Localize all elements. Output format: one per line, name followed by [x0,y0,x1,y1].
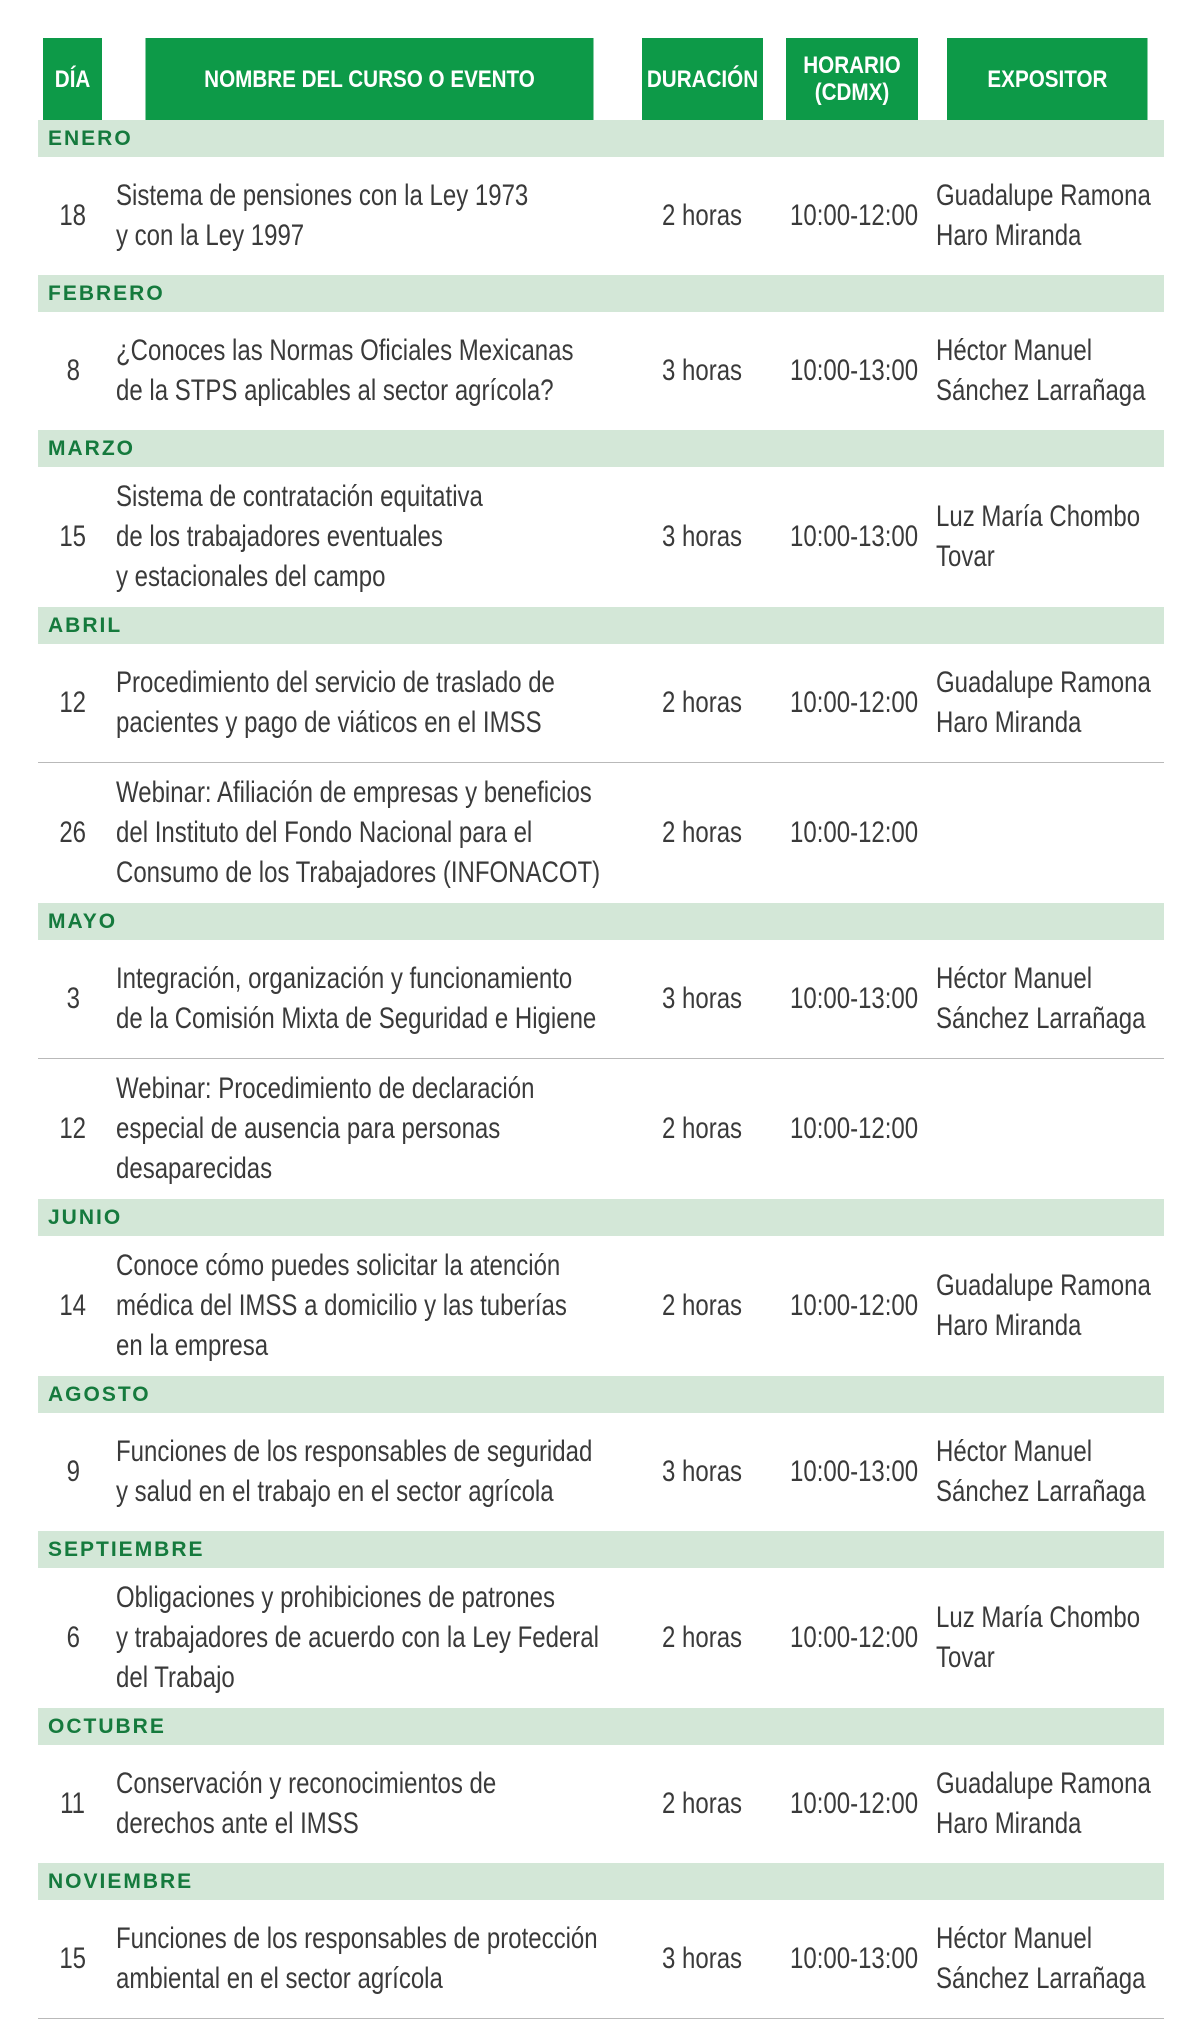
month-row [38,430,1164,467]
month-row [38,1708,1164,1745]
event-time: 10:00-12:00 [790,199,919,232]
event-name: Funciones de los responsables de seguridad y salud en el trabajo en el sector agrícola [116,1435,593,1508]
month-row [38,903,1164,940]
month-label: SEPTIEMBRE [38,1531,1164,1568]
event-day: 18 [59,199,87,232]
event-name-cell [108,157,631,275]
event-day: 15 [59,1942,87,1975]
event-time-cell [774,1568,930,1708]
event-time: 10:00-12:00 [790,816,919,849]
event-speaker-cell [930,763,1164,904]
event-day-cell [38,1568,108,1708]
table-row [38,1236,1164,1376]
header-course-name: NOMBRE DEL CURSO O EVENTO [145,38,595,120]
event-name-cell [108,467,631,607]
table-row [38,1059,1164,1200]
table-row [38,1413,1164,1531]
table-row [38,1568,1164,1708]
table-row [38,763,1164,904]
event-speaker-cell [930,312,1164,430]
event-speaker-cell [930,1059,1164,1200]
header-speaker: EXPOSITOR [946,38,1147,120]
event-speaker: Guadalupe Ramona Haro Miranda [936,1269,1151,1342]
month-label: NOVIEMBRE [38,1863,1164,1900]
event-time-cell [774,157,930,275]
month-label: FEBRERO [38,275,1164,312]
table-row [38,1900,1164,2019]
event-speaker-cell [930,1900,1164,2019]
event-time-cell [774,763,930,904]
event-duration-cell [631,644,774,763]
event-duration-cell [631,467,774,607]
event-speaker-cell [930,1413,1164,1531]
month-label: MAYO [38,903,1164,940]
event-name: Funciones de los responsables de protección ambiental en el sector agrícola [116,1922,598,1995]
event-time: 10:00-13:00 [790,354,919,387]
event-day-cell [38,1900,108,2019]
events-schedule-table [38,38,1164,2019]
event-speaker: Luz María Chombo Tovar [936,1601,1141,1674]
header-schedule: HORARIO (CDMX) [785,38,919,120]
event-time-cell [774,467,930,607]
event-name: Procedimiento del servicio de traslado de pacientes y pago de viáticos en el IMSS [116,666,555,739]
month-row [38,1531,1164,1568]
event-duration-cell [631,1059,774,1200]
event-time: 10:00-12:00 [790,686,919,719]
event-speaker: Héctor Manuel Sánchez Larrañaga [936,1435,1146,1508]
header-day: DÍA [43,38,103,120]
event-speaker: Héctor Manuel Sánchez Larrañaga [936,962,1146,1035]
month-row [38,1199,1164,1236]
event-time: 10:00-12:00 [790,1112,919,1145]
event-day: 11 [60,1787,86,1820]
event-speaker-cell [930,644,1164,763]
event-duration-cell [631,157,774,275]
event-duration: 2 horas [662,686,743,719]
event-duration-cell [631,940,774,1059]
month-label: OCTUBRE [38,1708,1164,1745]
event-time: 10:00-12:00 [790,1621,919,1654]
table-body [38,120,1164,2019]
month-row [38,275,1164,312]
event-day-cell [38,1236,108,1376]
event-name-cell [108,1568,631,1708]
event-name: Conservación y reconocimientos de derechos ante el IMSS [116,1767,497,1840]
month-row [38,607,1164,644]
event-name: Sistema de pensiones con la Ley 1973 y con la Ley 1997 [116,179,529,252]
event-duration: 2 horas [662,1787,743,1820]
header-duration: DURACIÓN [641,38,764,120]
event-time-cell [774,1236,930,1376]
event-duration: 2 horas [662,816,743,849]
event-day-cell [38,644,108,763]
event-time: 10:00-13:00 [790,1942,919,1975]
month-row [38,120,1164,157]
event-day: 15 [59,520,87,553]
event-speaker-cell [930,1236,1164,1376]
event-duration: 3 horas [662,982,743,1015]
table-row [38,1745,1164,1863]
table-row [38,157,1164,275]
event-name: Sistema de contratación equitativa de los trabajadores eventuales y estacionales del campo [116,480,483,593]
month-row [38,1376,1164,1413]
event-name-cell [108,644,631,763]
event-name-cell [108,940,631,1059]
table-row [38,940,1164,1059]
event-time-cell [774,1745,930,1863]
event-day-cell [38,1745,108,1863]
event-day-cell [38,312,108,430]
event-duration: 2 horas [662,1112,743,1145]
event-speaker: Héctor Manuel Sánchez Larrañaga [936,1922,1146,1995]
event-name: Webinar: Afiliación de empresas y beneficios del Instituto del Fondo Nacional para el Consumo de los Trabajadores (INFONACOT) [116,776,601,889]
event-duration: 2 horas [662,1289,743,1322]
event-time: 10:00-13:00 [790,982,919,1015]
event-day-cell [38,157,108,275]
event-name-cell [108,1900,631,2019]
event-day: 8 [66,354,80,387]
event-speaker: Luz María Chombo Tovar [936,500,1141,573]
event-name: Obligaciones y prohibiciones de patrones y trabajadores de acuerdo con la Ley Federal del Trabajo [116,1581,599,1694]
event-day: 6 [66,1621,80,1654]
event-name-cell [108,1059,631,1200]
event-name-cell [108,1413,631,1531]
month-label: AGOSTO [38,1376,1164,1413]
event-time: 10:00-12:00 [790,1289,919,1322]
event-day: 3 [66,982,80,1015]
event-day-cell [38,467,108,607]
event-time: 10:00-13:00 [790,520,919,553]
event-speaker-cell [930,940,1164,1059]
event-duration-cell [631,1236,774,1376]
event-time-cell [774,1059,930,1200]
event-day: 12 [59,686,87,719]
event-day-cell [38,763,108,904]
event-duration-cell [631,1568,774,1708]
event-name: ¿Conoces las Normas Oficiales Mexicanas de la STPS aplicables al sector agrícola? [116,334,574,407]
event-name-cell [108,1745,631,1863]
month-label: ENERO [38,120,1164,157]
event-name: Integración, organización y funcionamiento de la Comisión Mixta de Seguridad e Higiene [116,962,597,1035]
event-day: 26 [59,816,87,849]
event-time: 10:00-13:00 [790,1455,919,1488]
month-label: JUNIO [38,1199,1164,1236]
event-name: Webinar: Procedimiento de declaración especial de ausencia para personas desaparecidas [116,1072,535,1185]
event-duration: 3 horas [662,1455,743,1488]
event-time-cell [774,1900,930,2019]
event-name-cell [108,1236,631,1376]
event-speaker: Héctor Manuel Sánchez Larrañaga [936,334,1146,407]
event-speaker-cell [930,1745,1164,1863]
event-speaker-cell [930,157,1164,275]
month-label: MARZO [38,430,1164,467]
month-row [38,1863,1164,1900]
event-name-cell [108,312,631,430]
event-speaker-cell [930,467,1164,607]
event-day: 9 [66,1455,80,1488]
event-time-cell [774,312,930,430]
event-time: 10:00-12:00 [790,1787,919,1820]
event-name: Conoce cómo puedes solicitar la atención médica del IMSS a domicilio y las tuberías en la empresa [116,1249,567,1362]
event-name-cell [108,763,631,904]
table-header-row [38,38,1164,120]
event-duration-cell [631,763,774,904]
event-day: 14 [59,1289,87,1322]
event-duration: 2 horas [662,199,743,232]
event-speaker: Guadalupe Ramona Haro Miranda [936,666,1151,739]
event-day-cell [38,940,108,1059]
event-duration-cell [631,1745,774,1863]
event-day: 12 [59,1112,87,1145]
event-day-cell [38,1059,108,1200]
event-duration-cell [631,312,774,430]
event-duration: 3 horas [662,354,743,387]
event-duration: 2 horas [662,1621,743,1654]
table-row [38,644,1164,763]
month-label: ABRIL [38,607,1164,644]
event-time-cell [774,940,930,1059]
event-time-cell [774,644,930,763]
table-row [38,312,1164,430]
event-speaker: Guadalupe Ramona Haro Miranda [936,1767,1151,1840]
event-speaker-cell [930,1568,1164,1708]
event-day-cell [38,1413,108,1531]
event-duration-cell [631,1413,774,1531]
table-row [38,467,1164,607]
event-duration-cell [631,1900,774,2019]
event-time-cell [774,1413,930,1531]
event-speaker: Guadalupe Ramona Haro Miranda [936,179,1151,252]
event-duration: 3 horas [662,520,743,553]
event-duration: 3 horas [662,1942,743,1975]
